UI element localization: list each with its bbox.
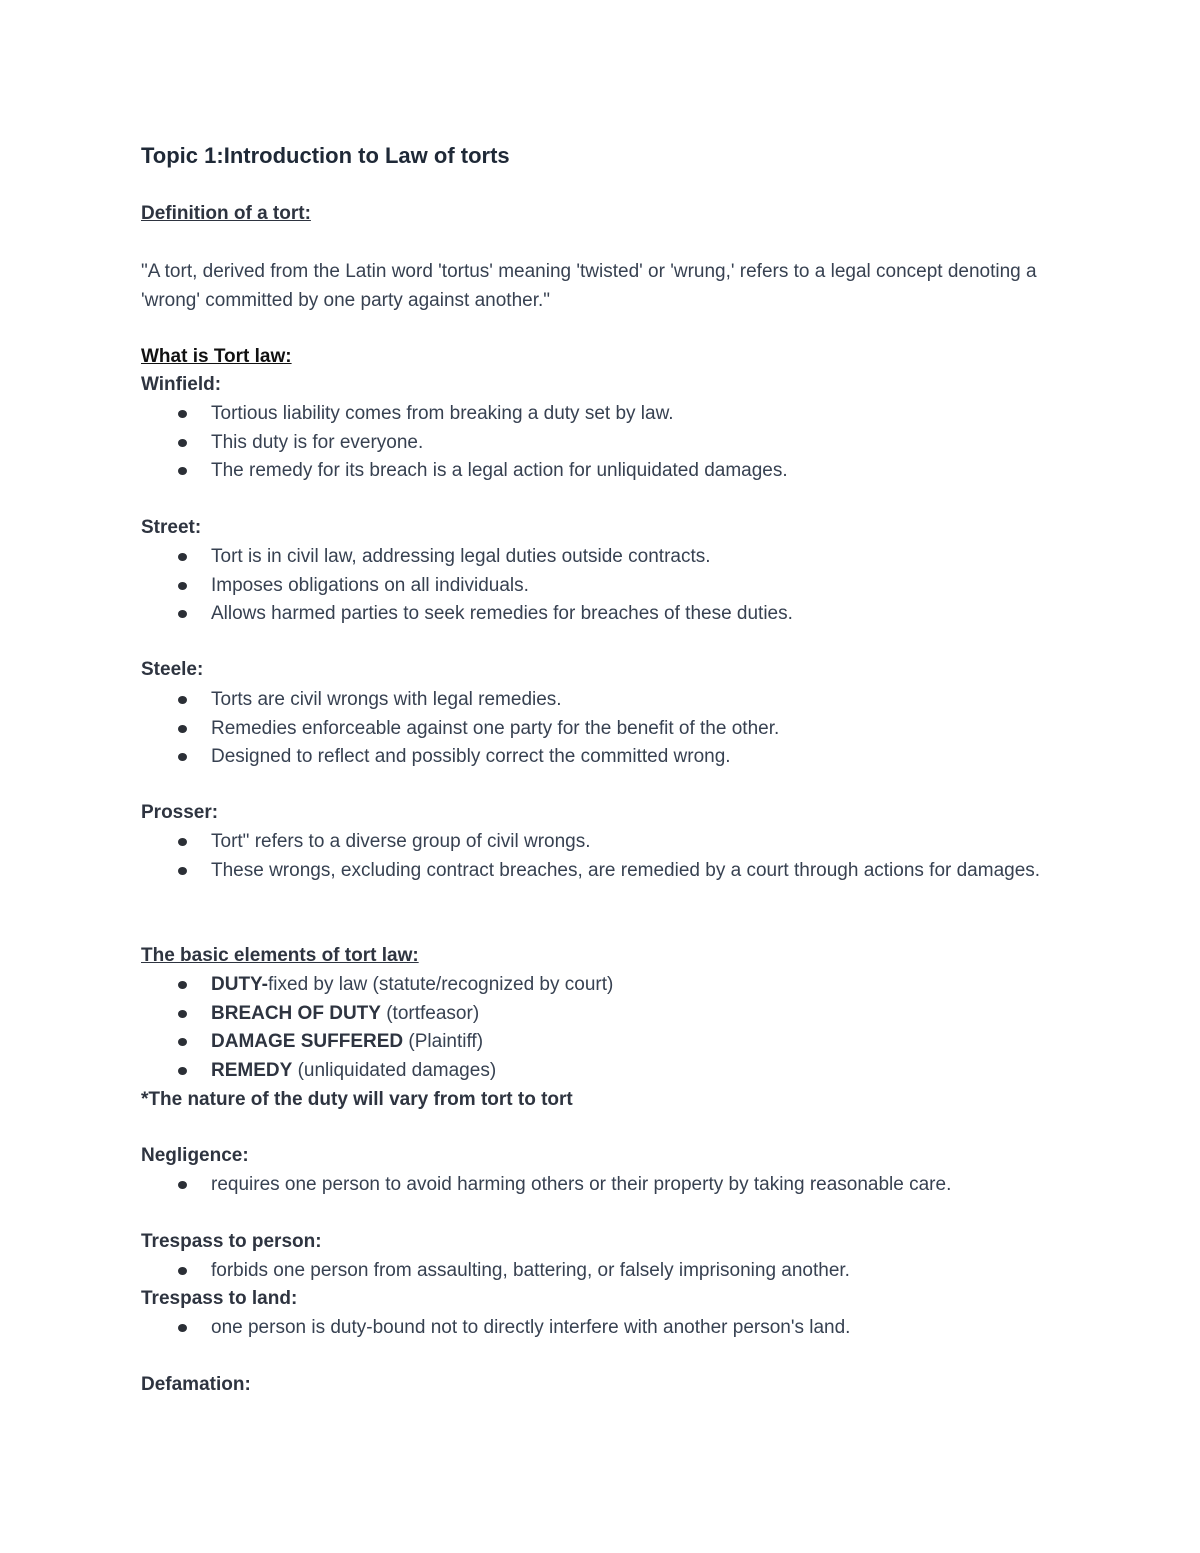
prosser-heading: Prosser:: [141, 802, 219, 823]
list-item-text: Designed to reflect and possibly correct the committed wrong.: [211, 746, 731, 767]
definition-text: "A tort, derived from the Latin word 'tortus' meaning 'twisted' or 'wrung,' refers to a legal concept denoting a 'wrong' committed by one party against another.": [141, 261, 1037, 311]
list-item: [141, 1057, 1071, 1086]
bullet-icon: [178, 753, 187, 761]
bullet-icon: [178, 1181, 187, 1189]
list-item: [141, 1314, 1071, 1343]
list-item: [141, 686, 1071, 715]
basic-elements-list: [141, 971, 1071, 1085]
element-description: (tortfeasor): [380, 1002, 480, 1024]
bullet-icon: [178, 1324, 187, 1332]
list-item: [141, 400, 1071, 429]
list-item: [141, 715, 1071, 744]
list-item-text: requires one person to avoid harming others or their property by taking reasonable care.: [211, 1174, 952, 1195]
bullet-icon: [178, 439, 187, 447]
list-item: [141, 1257, 1071, 1286]
negligence-list: [141, 1171, 1071, 1200]
list-item-text: Torts are civil wrongs with legal remedies.: [211, 689, 562, 710]
defamation-heading: Defamation:: [141, 1374, 251, 1395]
element-term: BREACH OF DUTY: [211, 1002, 381, 1024]
bullet-icon: [178, 696, 187, 704]
list-item: [141, 1000, 1071, 1029]
element-description: fixed by law (statute/recognized by court): [268, 974, 614, 995]
list-item: [141, 543, 1071, 572]
trespass-person-list: [141, 1257, 1071, 1286]
bullet-icon: [178, 553, 187, 561]
list-item: [141, 429, 1071, 458]
street-list: [141, 543, 1071, 629]
bullet-icon: [178, 1010, 187, 1018]
list-item-text: Tort" refers to a diverse group of civil wrongs.: [211, 831, 591, 852]
bullet-icon: [178, 981, 187, 989]
basic-elements-heading: The basic elements of tort law:: [141, 945, 419, 966]
element-description: (unliquidated damages): [292, 1059, 497, 1081]
prosser-list: [141, 828, 1071, 885]
bullet-icon: [178, 610, 187, 618]
element-term: DAMAGE SUFFERED: [211, 1031, 404, 1052]
list-item-text: These wrongs, excluding contract breaches, are remedied by a court through actions for damages.: [211, 859, 1041, 881]
bullet-icon: [178, 838, 187, 846]
list-item: [141, 828, 1071, 857]
page-title: Topic 1:Introduction to Law of torts: [141, 143, 510, 168]
list-item-text: Allows harmed parties to seek remedies for breaches of these duties.: [211, 603, 793, 624]
bullet-icon: [178, 725, 187, 733]
bullet-icon: [178, 467, 187, 475]
list-item: [141, 971, 1071, 1000]
negligence-heading: Negligence:: [141, 1145, 249, 1166]
duty-note: *The nature of the duty will vary from tort to tort: [141, 1089, 573, 1110]
steele-list: [141, 686, 1071, 772]
definition-heading: Definition of a tort:: [141, 203, 311, 224]
bullet-icon: [178, 582, 187, 590]
bullet-icon: [178, 1067, 187, 1075]
list-item: [141, 600, 1071, 629]
winfield-heading: Winfield:: [141, 374, 222, 395]
list-item-text: forbids one person from assaulting, battering, or falsely imprisoning another.: [211, 1260, 850, 1281]
bullet-icon: [178, 410, 187, 418]
winfield-list: [141, 400, 1071, 486]
element-term: DUTY-: [211, 974, 268, 995]
steele-heading: Steele:: [141, 659, 204, 680]
element-description: (Plaintiff): [403, 1031, 484, 1052]
list-item-text: one person is duty-bound not to directly interfere with another person's land.: [211, 1317, 851, 1338]
list-item: [141, 743, 1071, 772]
bullet-icon: [178, 1038, 187, 1046]
what-is-tort-law-heading: What is Tort law:: [141, 346, 292, 367]
list-item-text: Imposes obligations on all individuals.: [211, 574, 529, 596]
list-item: [141, 857, 1071, 886]
trespass-land-heading: Trespass to land:: [141, 1288, 298, 1309]
trespass-land-list: [141, 1314, 1071, 1343]
list-item: [141, 457, 1071, 486]
list-item-text: Tort is in civil law, addressing legal duties outside contracts.: [211, 546, 711, 567]
list-item: [141, 572, 1071, 601]
bullet-icon: [178, 867, 187, 875]
list-item: [141, 1171, 1071, 1200]
list-item-text: Remedies enforceable against one party for the benefit of the other.: [211, 717, 780, 739]
list-item-text: The remedy for its breach is a legal action for unliquidated damages.: [211, 460, 788, 481]
list-item-text: This duty is for everyone.: [211, 431, 424, 453]
list-item: [141, 1028, 1071, 1057]
trespass-person-heading: Trespass to person:: [141, 1231, 322, 1252]
street-heading: Street:: [141, 517, 202, 538]
element-term: REMEDY: [211, 1059, 293, 1081]
list-item-text: Tortious liability comes from breaking a duty set by law.: [211, 403, 674, 424]
bullet-icon: [178, 1267, 187, 1275]
